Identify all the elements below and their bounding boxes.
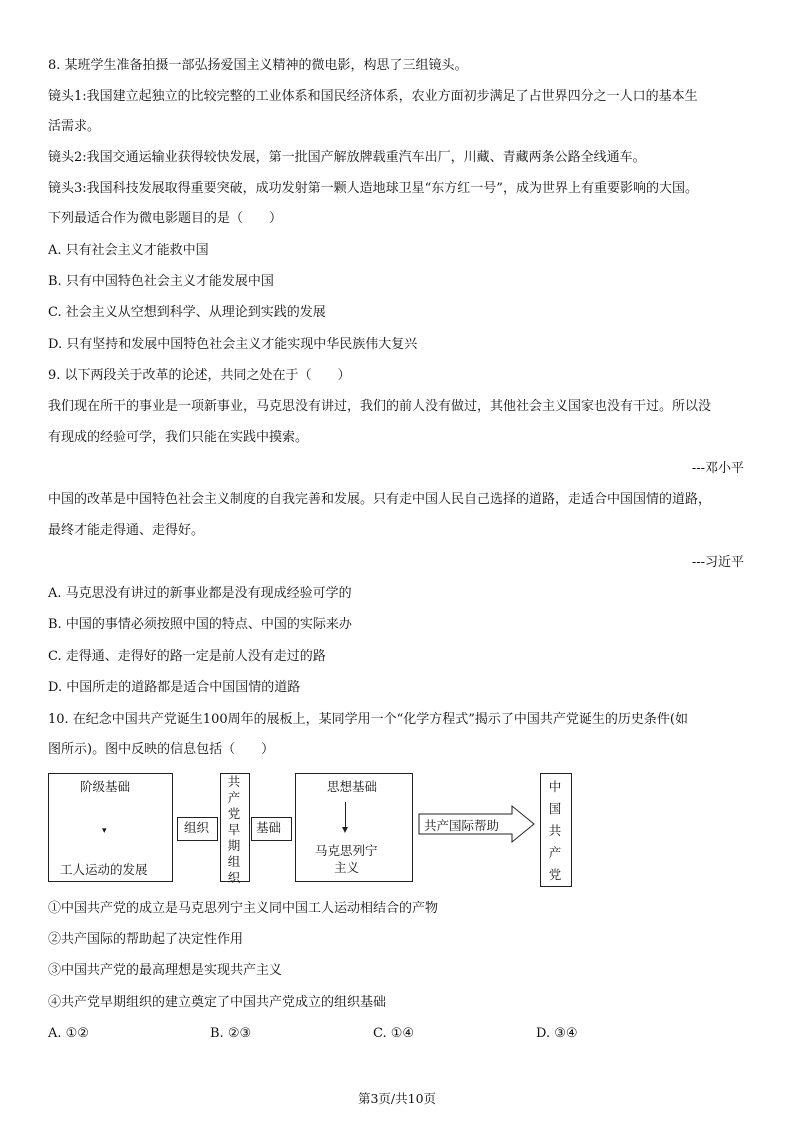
marxism-leninism-line1: 马克思列宁 [315,843,378,858]
organization-label: 组织 [184,820,210,835]
q10-option-d: D. ③④ [536,1026,578,1041]
q9-option-c: C. 走得通、走得好的路一定是前人没有走过的路 [48,649,326,664]
q8-option-c: C. 社会主义从空想到科学、从理论到实践的发展 [48,305,326,320]
arrow-shaft [345,802,346,828]
q9-author2: ---习近平 [691,555,744,570]
q8-shot3: 镜头3:我国科技发展取得重要突破，成功发射第一颗人造地球卫星“东方红一号”，成为世界上有重要影响的大国。 [48,181,698,196]
q8-stem: 8. 某班学生准备拍摄一部弘扬爱国主义精神的微电影，构思了三组镜头。 [48,58,468,73]
q9-quote2-line2: 最终才能走得通、走得好。 [48,523,205,538]
class-basis-title: 阶级基础 [80,779,131,794]
q9-option-d: D. 中国所走的道路都是适合中国国情的道路 [48,680,301,695]
q9-quote2-line1: 中国的改革是中国特色社会主义制度的自我完善和发展。只有走中国人民自己选择的道路，走适合中国国情的道路， [48,492,712,507]
q8-shot2: 镜头2:我国交通运输业获得较快发展，第一批国产解放牌载重汽车出厂，川藏、青藏两条公路全线通车。 [48,150,646,165]
q10-item-2: ②共产国际的帮助起了决定性作用 [48,932,244,947]
q9-option-a: A. 马克思没有讲过的新事业都是没有现成经验可学的 [48,586,352,601]
q9-author1: ---邓小平 [691,461,744,476]
marxism-leninism-line2: 主义 [334,860,360,875]
q10-stem-line2: 图所示)。图中反映的信息包括（ ） [48,742,275,757]
down-arrow-icon: ▾ [102,826,107,836]
ideological-basis-title: 思想基础 [327,779,378,794]
early-party-org-text: 共 产 党 早 期 组 织 [227,774,241,885]
q9-quote1-line2: 有现成的经验可学，我们只能在实践中摸索。 [48,430,309,445]
comintern-help-label: 共产国际帮助 [424,818,500,833]
q8-option-b: B. 只有中国特色社会主义才能发展中国 [48,274,274,289]
q9-quote1-line1: 我们现在所干的事业是一项新事业，马克思没有讲过，我们的前人没有做过，其他社会主义国家也没有干过。所以没 [48,399,712,414]
q8-option-a: A. 只有社会主义才能救中国 [48,243,209,258]
q8-option-d: D. 只有坚持和发展中国特色社会主义才能实现中华民族伟大复兴 [48,337,418,352]
down-arrow-icon [342,827,348,833]
q10-item-4: ④共产党早期组织的建立奠定了中国共产党成立的组织基础 [48,995,387,1010]
q9-stem: 9. 以下两段关于改革的论述，共同之处在于（ ） [48,368,351,383]
workers-movement-text: 工人运动的发展 [60,862,148,877]
q10-item-1: ①中国共产党的成立是马克思列宁主义同中国工人运动相结合的产物 [48,901,439,916]
cpc-text: 中 国 共 产 党 [548,779,562,882]
page-number: 第3页/共10页 [357,1091,437,1106]
q9-option-b: B. 中国的事情必须按照中国的特点、中国的实际来办 [48,617,352,632]
q8-shot1-line2: 活需求。 [48,119,101,134]
q10-option-a: A. ①② [48,1026,89,1041]
q8-shot1-line1: 镜头1:我国建立起独立的比较完整的工业体系和国民经济体系，农业方面初步满足了占世界四分之一人口的基本生 [48,89,698,104]
q10-item-3: ③中国共产党的最高理想是实现共产主义 [48,963,283,978]
q10-option-c: C. ①④ [373,1026,415,1041]
q10-stem-line1: 10. 在纪念中国共产党诞生100周年的展板上，某同学用一个“化学方程式”揭示了中国共产党诞生的历史条件(如 [48,712,688,727]
basis-label: 基础 [256,820,282,835]
q10-option-b: B. ②③ [210,1026,252,1041]
q8-question: 下列最适合作为微电影题目的是（ ） [48,211,283,226]
